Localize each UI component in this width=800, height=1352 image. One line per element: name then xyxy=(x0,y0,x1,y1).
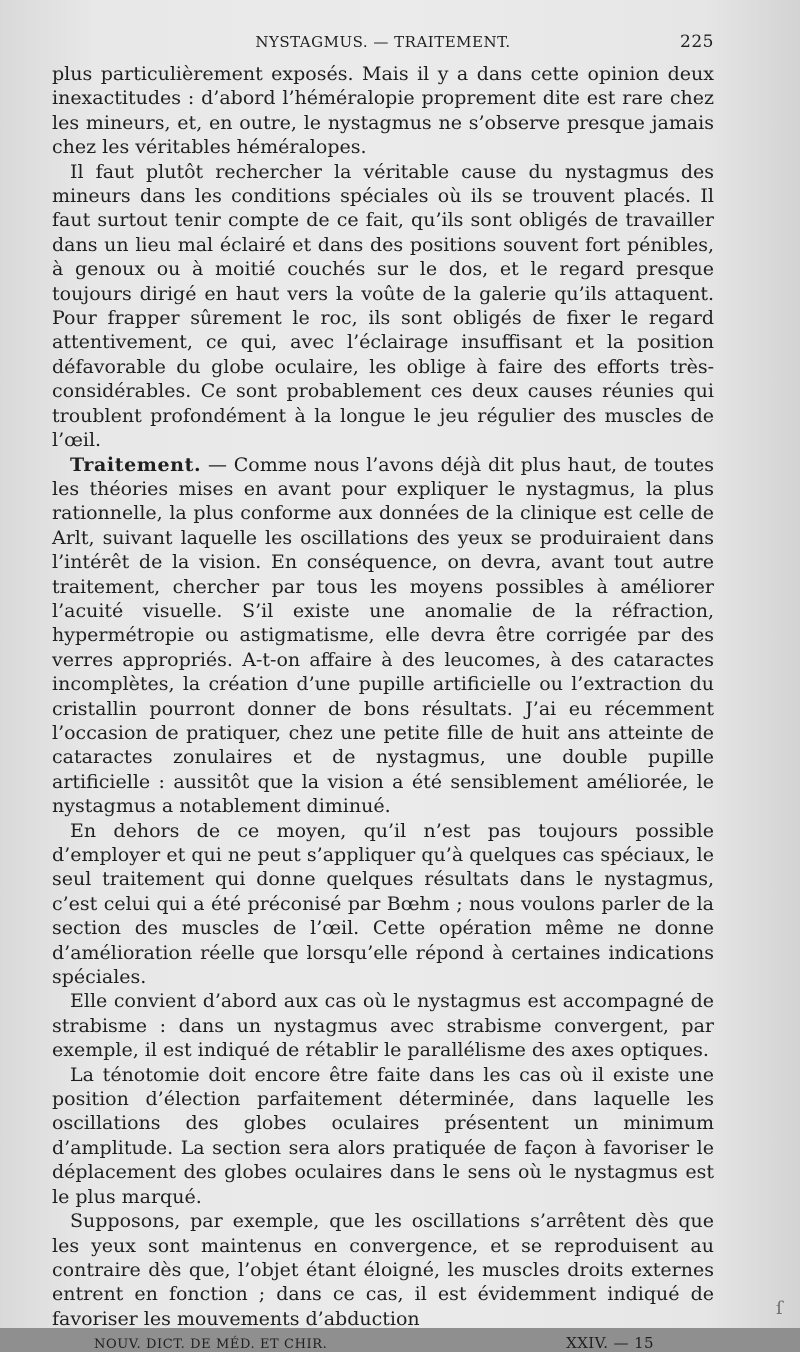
section-heading: Traitement. xyxy=(70,453,202,476)
paragraph-7: Supposons, par exemple, que les oscillations s’arrêtent dès que les yeux sont maintenus en convergence, et se reproduisent au contraire dès que, l’objet étant éloigné, les muscles droits externes entrent en fonction ; dans ce cas, il est évidemment indiqué de favoriser les mouvements d’abduction xyxy=(52,1210,714,1330)
paragraph-1: plus particulièrement exposés. Mais il y a dans cette opinion deux inexactitudes : d’abord l’héméralopie proprement dite est rare chez les mineurs, et, en outre, le nystagmus ne s’observe presque jamais chez les véritables héméralopes. xyxy=(52,63,714,159)
paragraph-2: Il faut plutôt rechercher la véritable cause du nystagmus des mineurs dans les conditions spéciales où ils se trouvent placés. Il faut surtout tenir compte de ce fait, qu’ils sont obligés de travailler dans un lieu mal éclairé et dans des positions souvent fort pénibles, à genoux ou à moitié couchés sur le dos, et le regard presque toujours dirigé en haut vers la voûte de la galerie qu’ils attaquent. Pour frapper sûrement le roc, ils sont obligés de fixer le regard attentivement, ce qui, avec l’éclairage insuffisant et la position défavorable du globe oculaire, les oblige à faire des efforts très-considérables. Ce sont probablement ces deux causes réunies qui troublent profondément à la longue le jeu régulier des muscles de l’œil. xyxy=(52,160,714,452)
footer-left: NOUV. DICT. DE MÉD. ET CHIR. xyxy=(94,1337,328,1352)
paragraph-3-text: — Comme nous l’avons déjà dit plus haut, de toutes les théories mises en avant pour expliquer le nystagmus, la plus rationnelle, la plus conforme aux données de la clinique est celle de Arlt, suivant laquelle les oscillations des yeux se produiraient dans l’intérêt de la vision. En conséquence, on devra, avant tout autre traitement, chercher par tous les moyens possibles à améliorer l’acuité visuelle. S’il existe une anomalie de la réfraction, hypermétropie ou astigmatisme, elle devra être corrigée par des verres appropriés. A-t-on affaire à des leucomes, à des cataractes incomplètes, la création d’une pupille artificielle ou l’extraction du cristallin pourront donner de bons résultats. J’ai eu récemment l’occasion de pratiquer, chez une petite fille de huit ans atteinte de cataractes zonulaires et de nystagmus, une double pupille artificielle : aussitôt que la vision a été sensiblement améliorée, le nystagmus a notablement diminué. xyxy=(52,453,714,818)
paragraph-5: Elle convient d’abord aux cas où le nystagmus est accompagné de strabisme : dans un nystagmus avec strabisme convergent, par exemple, il est indiqué de rétablir le parallélisme des axes optiques. xyxy=(52,990,714,1062)
signature-mark: XXIV. — 15 xyxy=(566,1334,654,1352)
paragraph-4: En dehors de ce moyen, qu’il n’est pas toujours possible d’employer et qui ne peut s’appliquer qu’à quelques cas spéciaux, le seul traitement qui donne quelques résultats dans le nystagmus, c’est celui qui a été préconisé par Bœhm ; nous voulons parler de la section des muscles de l’œil. Cette opération même ne donne d’amélioration réelle que lorsqu’elle répond à certaines indications spéciales. xyxy=(52,819,714,989)
body-text xyxy=(52,62,714,1331)
page-number: 225 xyxy=(680,32,714,52)
running-head xyxy=(52,32,714,56)
margin-mark: ſ xyxy=(776,1298,783,1319)
running-title: NYSTAGMUS. — TRAITEMENT. xyxy=(255,33,511,51)
paragraph-3 xyxy=(52,453,714,819)
page-footer xyxy=(52,1334,714,1352)
paragraph-6: La ténotomie doit encore être faite dans les cas où il existe une position d’élection parfaitement déterminée, dans laquelle les oscillations des globes oculaires présentent un minimum d’amplitude. La section sera alors pratiquée de façon à favoriser le déplacement des globes oculaires dans le sens où le nystagmus est le plus marqué. xyxy=(52,1063,714,1208)
